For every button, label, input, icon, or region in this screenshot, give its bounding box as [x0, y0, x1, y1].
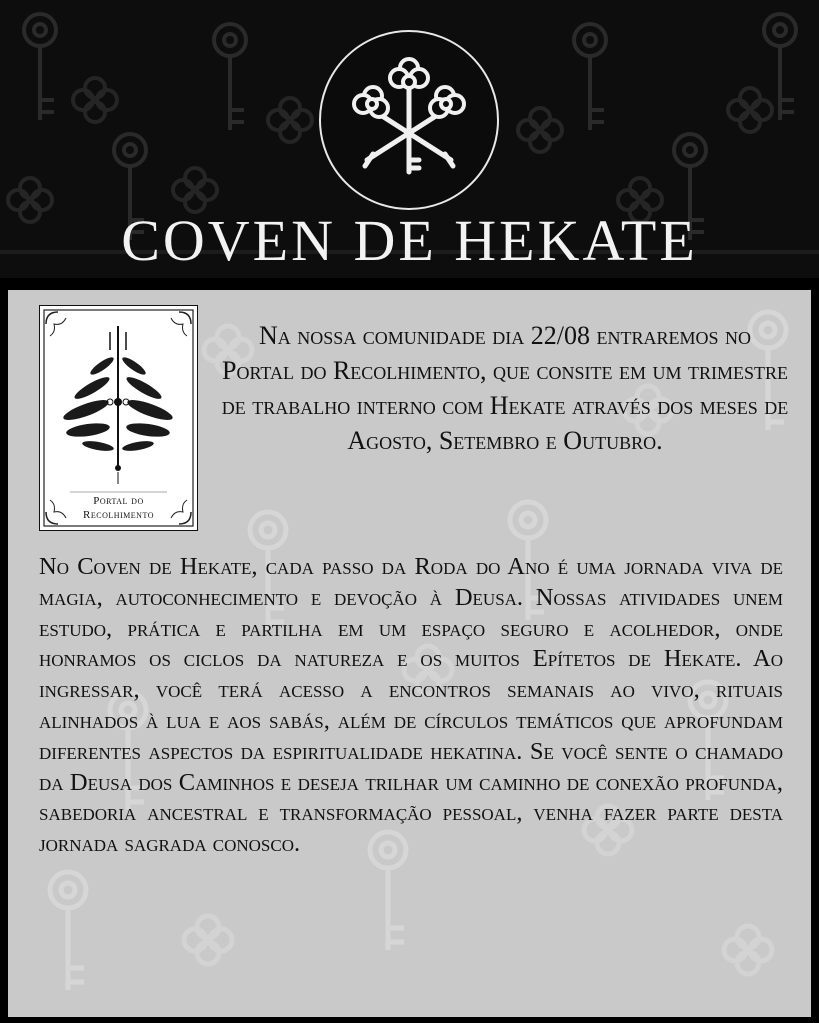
intro-text: Na nossa comunidade dia 22/08 entraremos no Portal do Recolhimento, que consite em um trimestre de trabalho interno com Hekate através dos meses de Agosto, Setembro e Outubro. [221, 321, 789, 455]
main-text: No Coven de Hekate, cada passo da Roda do Ano é uma jornada viva de magia, autoconhecimento e devoção à Deusa. Nossas atividades unem estudo, prática e partilha em um espaço seguro e acolhedor, onde honramos os ciclos da natureza e os muitos Epítetos de Hekate. Ao ingressar, você terá acesso a encontros semanais ao vivo, rituais alinhados à lua e aos sabás, além de círculos temáticos que aprofundam diferentes aspectos da espiritualidade hekatina. Se você sente o chamado da Deusa dos Caminhos e deseja trilhar um caminho de conexão profunda, sabedoria ancestral e transformação pessoal, venha fazer parte desta jornada sagrada conosco. [39, 553, 783, 858]
card-label-line1: Portal do [93, 495, 144, 507]
card-label-line2: Recolhimento [83, 509, 154, 521]
three-keys-icon [319, 30, 499, 210]
portal-card [39, 305, 198, 531]
header [0, 0, 819, 282]
page-title: COVEN DE HEKATE [121, 208, 698, 273]
content-frame [0, 282, 819, 1023]
card-label [40, 494, 197, 522]
content-panel [8, 290, 811, 1017]
